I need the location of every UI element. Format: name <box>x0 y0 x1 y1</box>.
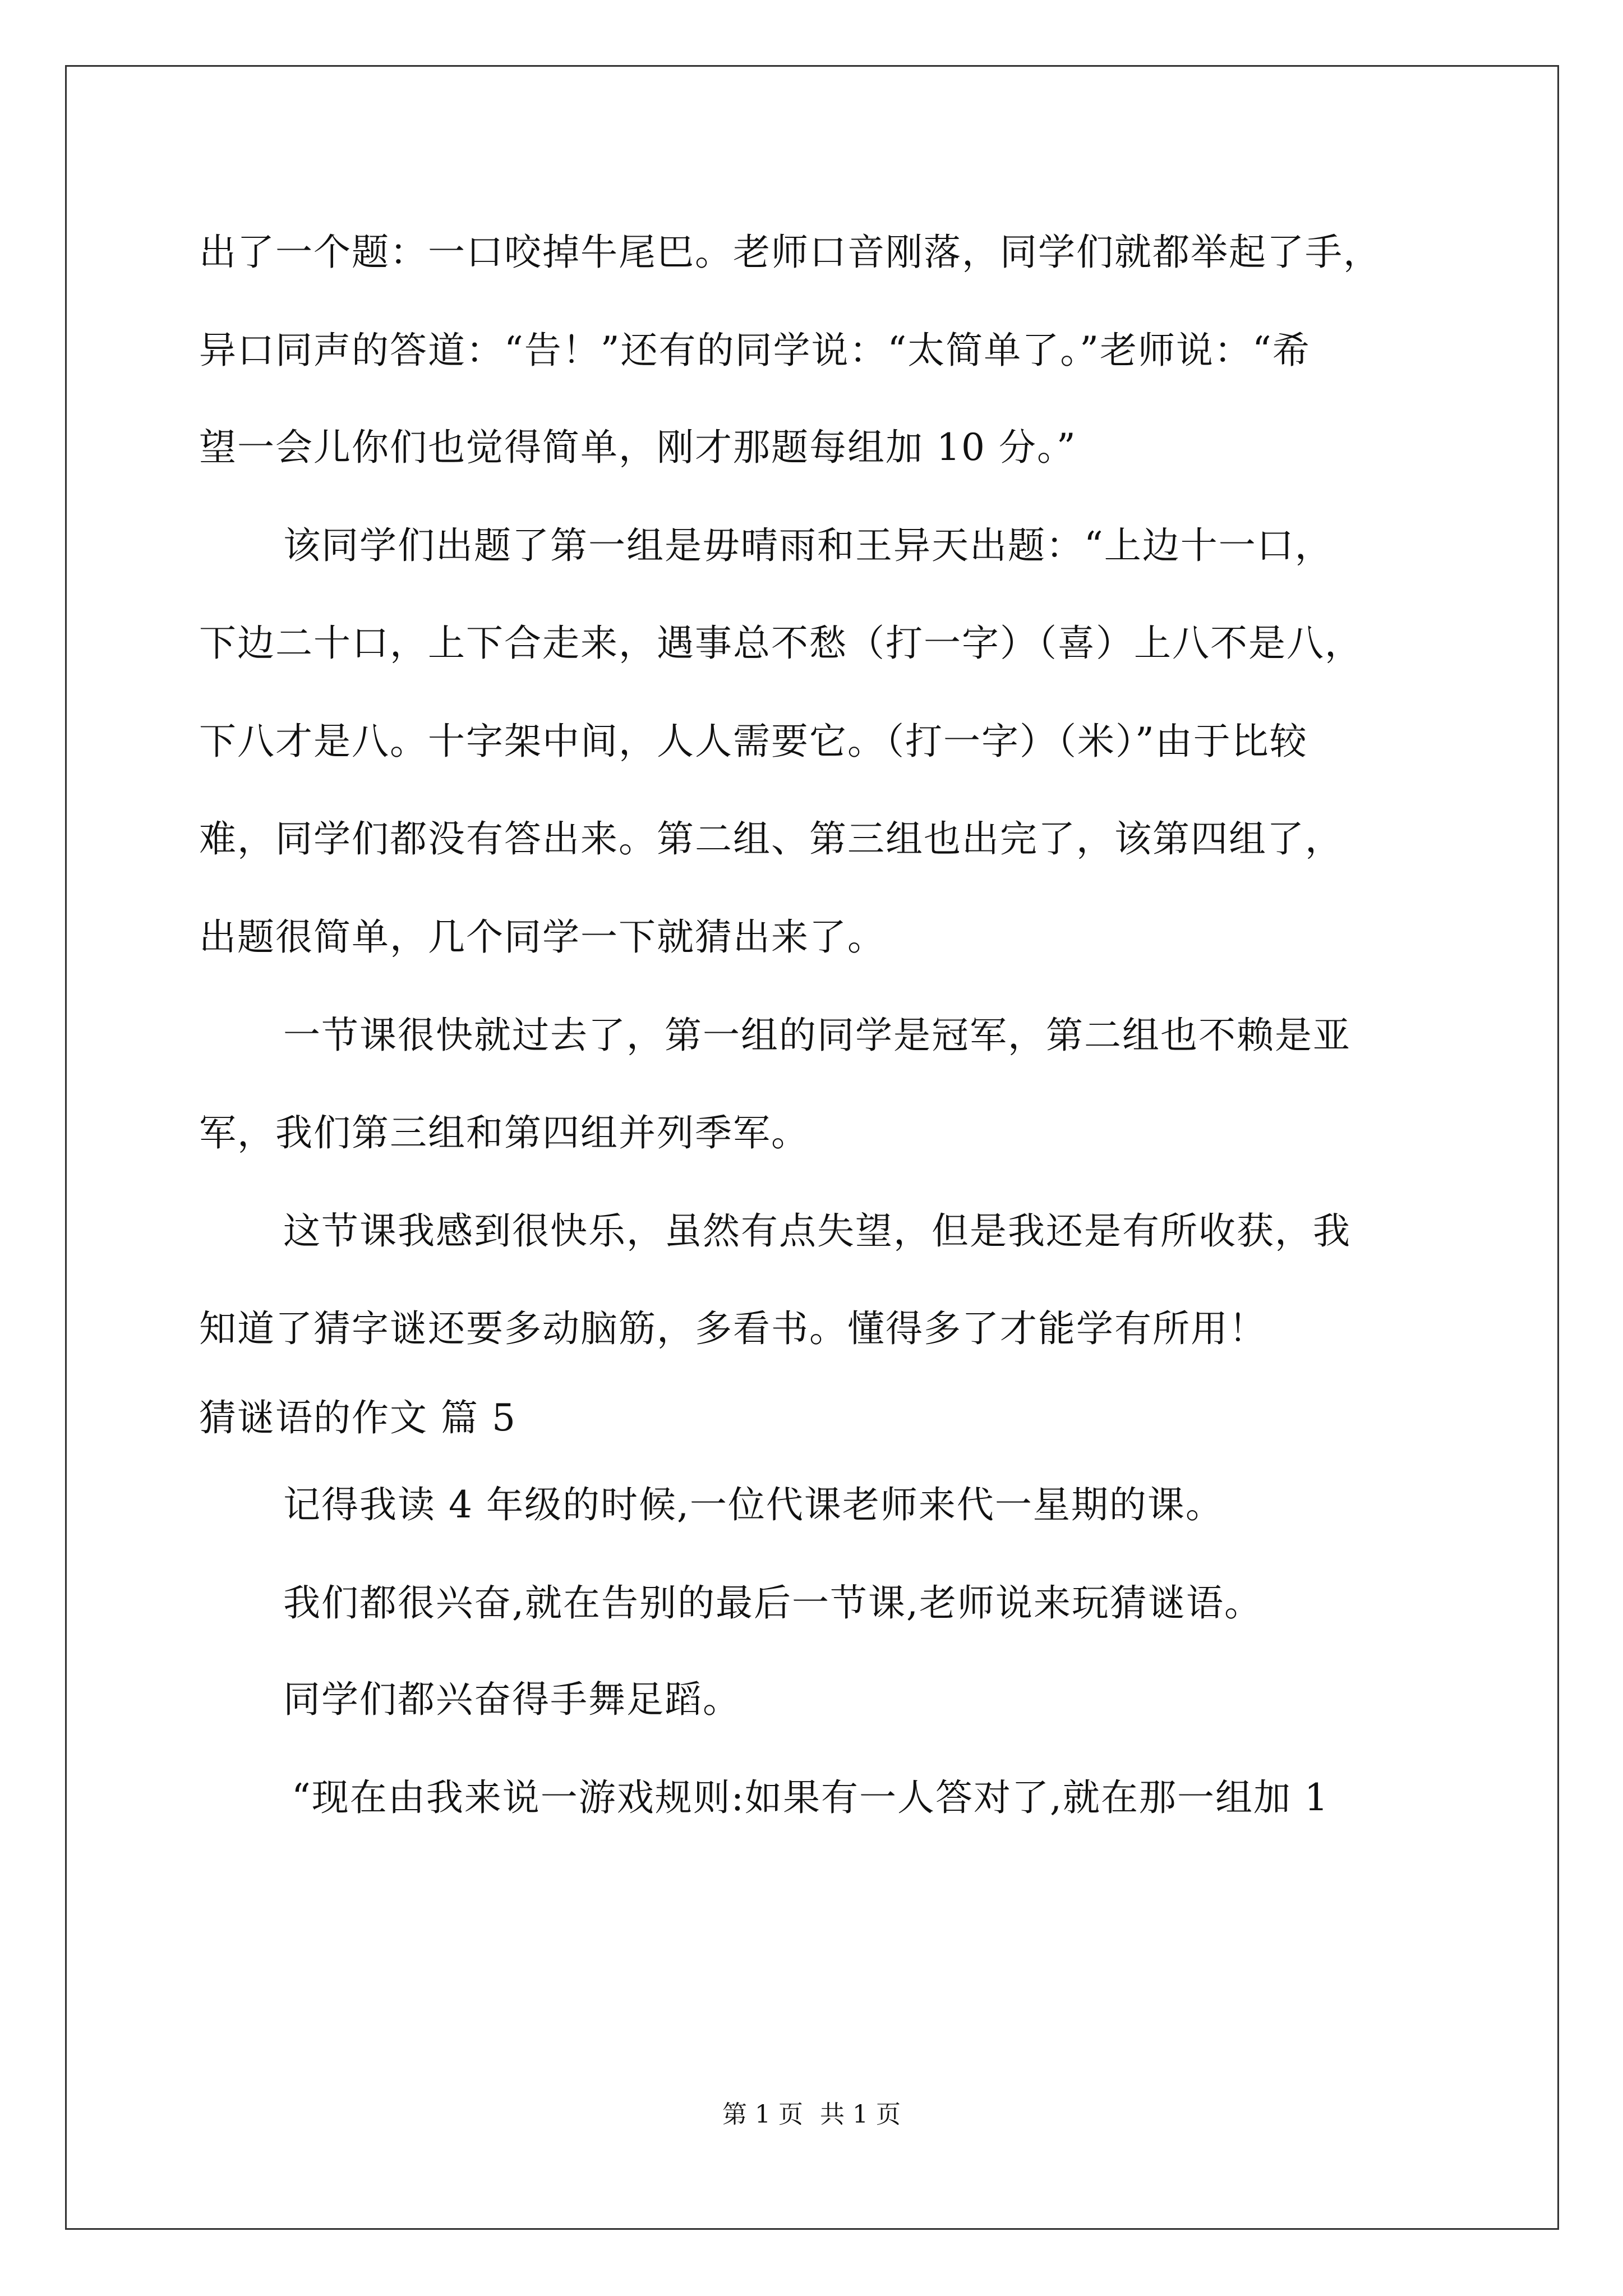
page-number: 第 1 页 <box>722 2100 803 2129</box>
body-line: 一节课很快就过去了，第一组的同学是冠军，第二组也不赖是亚 <box>283 1014 1351 1057</box>
body-line: 我们都很兴奋,就在告别的最后一节课,老师说来玩猜谜语。 <box>283 1581 1262 1625</box>
body-line: 这节课我感到很快乐，虽然有点失望，但是我还是有所收获，我 <box>283 1209 1351 1253</box>
body-line: 军，我们第三组和第四组并列季军。 <box>199 1111 809 1154</box>
body-line: 同学们都兴奋得手舞足蹈。 <box>283 1678 741 1721</box>
body-line: 该同学们出题了第一组是毋晴雨和王异天出题：“上边十一口， <box>283 524 1333 567</box>
body-line: 难，同学们都没有答出来。第二组、第三组也出完了，该第四组了， <box>199 817 1343 861</box>
body-line: 异口同声的答道：“告！”还有的同学说：“太简单了。”老师说：“希 <box>199 329 1311 372</box>
page-total: 共 1 页 <box>820 2100 901 2129</box>
body-line: 记得我读 4 年级的时候,一位代课老师来代一星期的课。 <box>283 1483 1224 1526</box>
section-heading: 猜谜语的作文 篇 5 <box>199 1396 517 1439</box>
page-footer <box>0 2098 1623 2132</box>
body-line: 下边二十口，上下合走来，遇事总不愁（打一字）（喜）上八不是八， <box>199 622 1363 665</box>
body-line: 下八才是八。十字架中间，人人需要它。（打一字）（米）”由于比较 <box>199 720 1308 763</box>
body-line: 出题很简单，几个同学一下就猜出来了。 <box>199 915 886 959</box>
body-line: 出了一个题：一口咬掉牛尾巴。老师口音刚落，同学们就都举起了手， <box>199 231 1381 274</box>
body-line: 知道了猜字谜还要多动脑筋，多看书。懂得多了才能学有所用！ <box>199 1307 1267 1350</box>
body-line: 望一会儿你们也觉得简单，刚才那题每组加 10 分。” <box>199 426 1077 469</box>
body-line: “现在由我来说一游戏规则:如果有一人答对了,就在那一组加 1 <box>292 1776 1329 1819</box>
